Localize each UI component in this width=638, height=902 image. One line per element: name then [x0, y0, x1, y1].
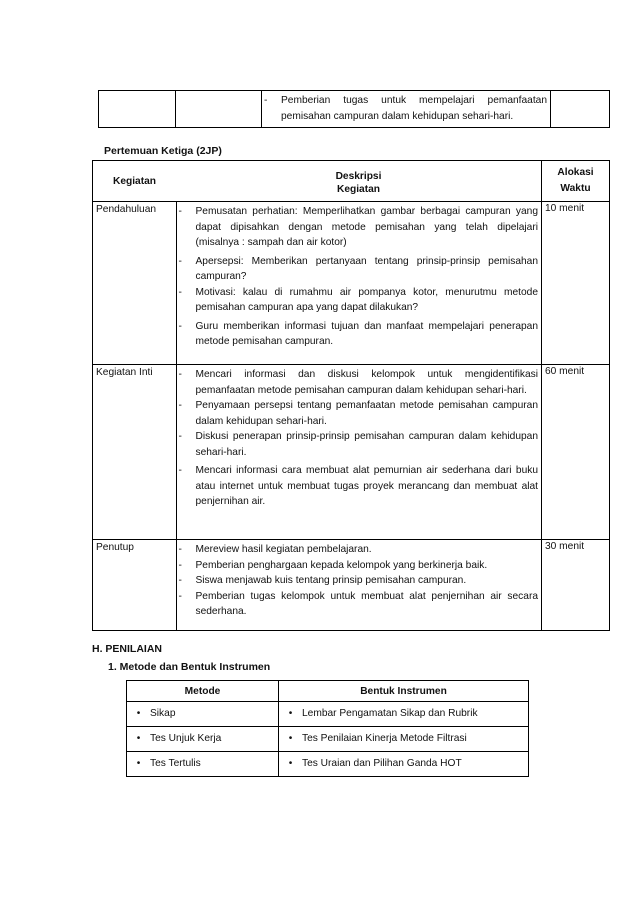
top-table-cell-empty: [551, 91, 610, 128]
header-deskripsi: [176, 161, 542, 202]
section-h-title: H. PENILAIAN: [92, 643, 163, 655]
table-row: [99, 91, 610, 128]
bullet: •: [136, 733, 141, 744]
bentuk-text: Tes Uraian dan Pilihan Ganda HOT: [302, 758, 462, 769]
instrument-table: [126, 680, 529, 777]
list-dash: -: [264, 95, 268, 106]
list-item: - Siswa menjawab kuis tentang prinsip pemisahan campuran.: [178, 575, 467, 586]
row-deskripsi: [176, 365, 542, 540]
subsection-title: 1. Metode dan Bentuk Instrumen: [108, 661, 271, 673]
bentuk-text: Tes Penilaian Kinerja Metode Filtrasi: [302, 733, 467, 744]
header-bentuk: Bentuk Instrumen: [279, 681, 529, 702]
table-header-row: [93, 161, 610, 202]
section-title: Pertemuan Ketiga (2JP): [104, 145, 222, 157]
list-item-text: Pemberian tugas untuk mempelajari pemanfaatan pemisahan campuran dalam kehidupan sehari-hari.: [281, 95, 547, 122]
list-item: - Diskusi penerapan prinsip-prinsip pemisahan campuran dalam kehidupan sehari-hari.: [178, 431, 538, 458]
row-waktu: 60 menit: [542, 365, 610, 540]
list-item: - Mereview hasil kegiatan pembelajaran.: [178, 544, 372, 555]
list-item: [262, 93, 550, 124]
metode-text: Sikap: [150, 708, 176, 719]
list-item: - Penyamaan persepsi tentang pemanfaatan metode pemisahan campuran dalam kehidupan sehari-hari.: [178, 400, 538, 427]
header-kegiatan: Kegiatan: [93, 161, 177, 202]
metode-text: Tes Unjuk Kerja: [150, 733, 222, 744]
top-table-cell-empty: [176, 91, 262, 128]
bentuk-cell: [279, 727, 529, 752]
header-alokasi-line2: Waktu: [560, 183, 591, 194]
bullet: •: [288, 733, 293, 744]
bullet: •: [288, 708, 293, 719]
list-item: - Pemusatan perhatian: Memperlihatkan gambar berbagai campuran yang dapat dipisahkan dengan metode pemisahan yang telah dipelajari (misalnya : sampah dan air kotor): [178, 206, 538, 248]
table-row: [127, 752, 529, 777]
list-item: - Pemberian tugas kelompok untuk membuat alat penjernihan air secara sederhana.: [178, 590, 538, 617]
list-item: - Apersepsi: Memberikan pertanyaan tentang prinsip-prinsip pemisahan campuran?: [178, 255, 538, 282]
row-deskripsi: [176, 540, 542, 631]
row-deskripsi: [176, 202, 542, 365]
row-kegiatan: Pendahuluan: [93, 202, 177, 365]
table-row: [93, 540, 610, 631]
table-row: [127, 727, 529, 752]
list-item: - Motivasi: kalau di rumahmu air pompanya kotor, menurutmu metode pemisahan campuran apa yang dapat dilakukan?: [178, 286, 538, 313]
metode-cell: [127, 727, 279, 752]
header-deskripsi-line1: Deskripsi: [335, 171, 382, 182]
top-table-description: [262, 91, 551, 128]
bentuk-cell: [279, 752, 529, 777]
list-item: - Mencari informasi dan diskusi kelompok untuk mengidentifikasi pemanfaatan metode pemisahan campuran dalam kehidupan sehari-hari.: [178, 369, 538, 396]
row-waktu: 30 menit: [542, 540, 610, 631]
top-table-cell-empty: [99, 91, 176, 128]
bullet: •: [136, 758, 141, 769]
list-item: - Pemberian penghargaan kepada kelompok yang berkinerja baik.: [178, 559, 488, 571]
bentuk-cell: [279, 702, 529, 727]
header-deskripsi-line2: Kegiatan: [336, 184, 381, 195]
table-row: [93, 202, 610, 365]
list-item: - Guru memberikan informasi tujuan dan manfaat mempelajari penerapan metode pemisahan campuran.: [178, 320, 538, 347]
table-row: [93, 365, 610, 540]
header-alokasi: [542, 161, 610, 202]
bentuk-text: Lembar Pengamatan Sikap dan Rubrik: [302, 708, 478, 719]
row-waktu: 10 menit: [542, 202, 610, 365]
metode-text: Tes Tertulis: [150, 758, 201, 769]
bullet: •: [136, 708, 141, 719]
bullet: •: [288, 758, 293, 769]
list-item: - Mencari informasi cara membuat alat pemurnian air sederhana dari buku atau internet untuk membuat tugas proyek merancang dan membuat alat penjernihan air.: [178, 465, 538, 507]
meeting-table: [92, 160, 610, 631]
header-alokasi-line1: Alokasi: [557, 167, 594, 178]
table-header-row: [127, 681, 529, 702]
row-kegiatan: Penutup: [93, 540, 177, 631]
metode-cell: [127, 702, 279, 727]
table-row: [127, 702, 529, 727]
header-metode: Metode: [127, 681, 279, 702]
top-table: [98, 90, 610, 128]
row-kegiatan: Kegiatan Inti: [93, 365, 177, 540]
metode-cell: [127, 752, 279, 777]
